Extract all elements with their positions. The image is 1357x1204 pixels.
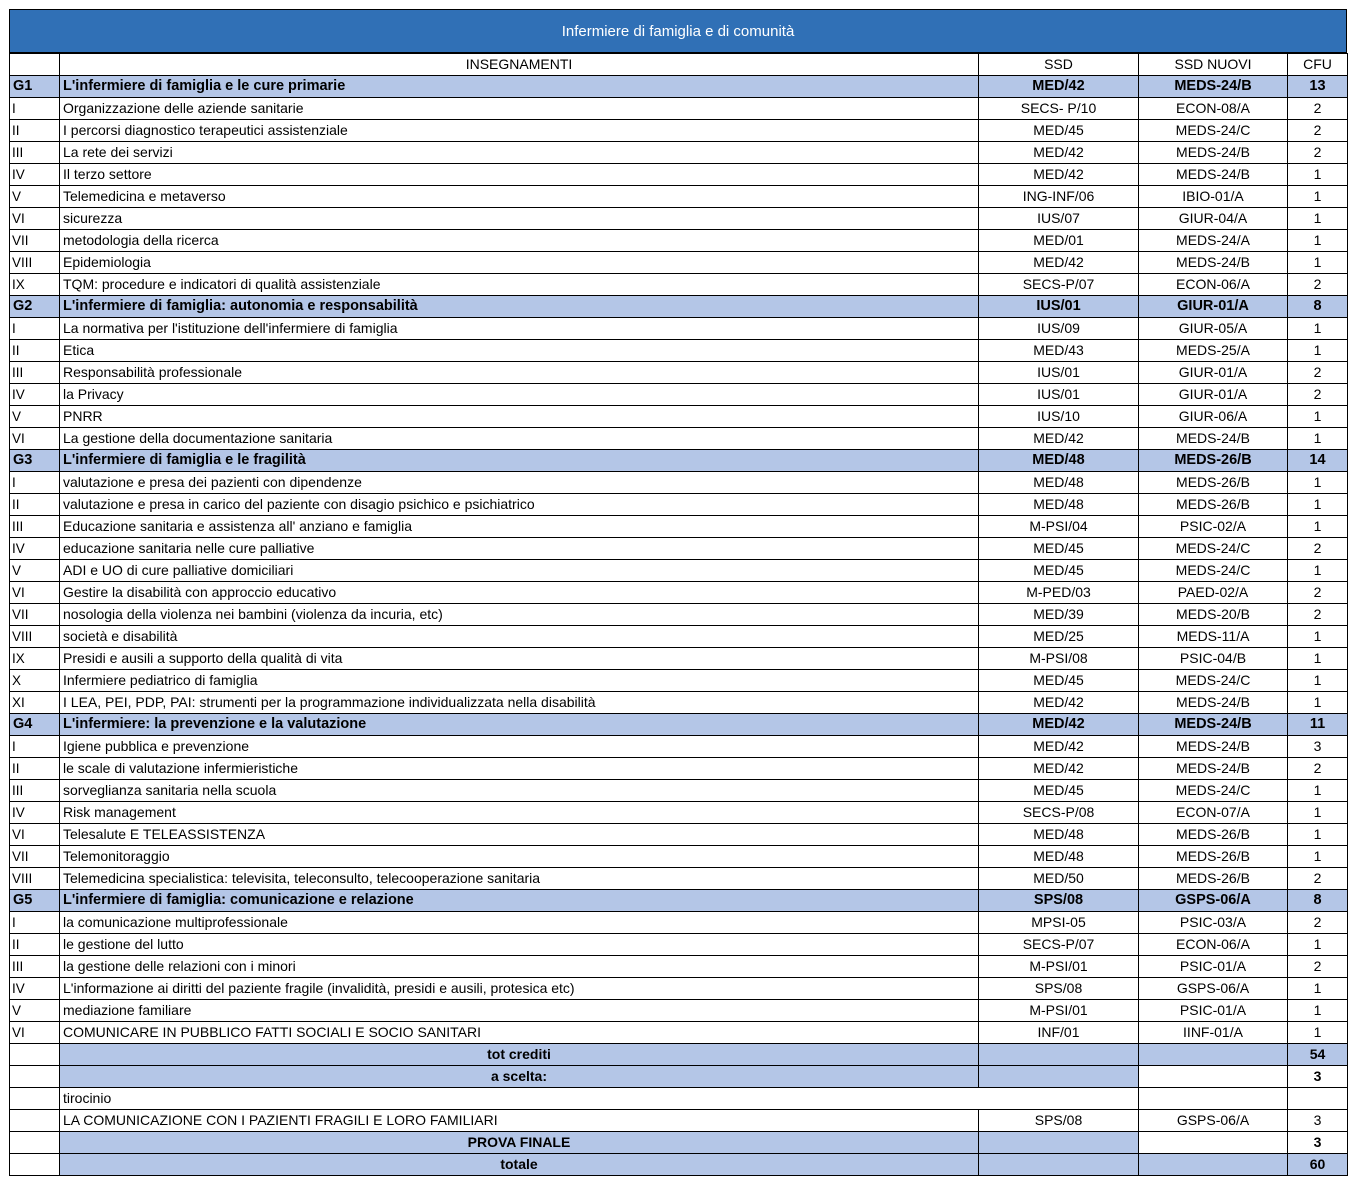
course-row xyxy=(10,428,1348,450)
row-cfu: 1 xyxy=(1288,978,1348,1000)
course-row xyxy=(10,516,1348,538)
row-code: G1 xyxy=(10,76,60,98)
totale-row xyxy=(10,1154,1348,1176)
course-row xyxy=(10,978,1348,1000)
row-ssd-new: MEDS-24/C xyxy=(1139,538,1288,560)
row-name: sicurezza xyxy=(60,208,979,230)
row-cfu: 2 xyxy=(1288,758,1348,780)
row-cfu: 1 xyxy=(1288,670,1348,692)
row-ssd-new: MEDS-24/C xyxy=(1139,560,1288,582)
row-code: III xyxy=(10,780,60,802)
row-ssd-new: MEDS-24/B xyxy=(1139,164,1288,186)
row-cfu: 1 xyxy=(1288,472,1348,494)
row-name: Telemonitoraggio xyxy=(60,846,979,868)
row-code: VI xyxy=(10,1022,60,1044)
header-row xyxy=(10,54,1348,76)
course-row xyxy=(10,252,1348,274)
row-ssd-new: GIUR-05/A xyxy=(1139,318,1288,340)
row-cfu: 1 xyxy=(1288,428,1348,450)
tot-crediti-row xyxy=(10,1044,1348,1066)
row-cfu: 1 xyxy=(1288,230,1348,252)
row-ssd-new: MEDS-24/C xyxy=(1139,670,1288,692)
row-code: VII xyxy=(10,604,60,626)
row-ssd: SPS/08 xyxy=(979,978,1139,1000)
header-ssd-nuovi: SSD NUOVI xyxy=(1139,54,1288,76)
row-code: VI xyxy=(10,208,60,230)
row-code: V xyxy=(10,406,60,428)
row-code: X xyxy=(10,670,60,692)
row-name: L'infermiere di famiglia: comunicazione e relazione xyxy=(60,890,979,912)
row-ssd: MED/45 xyxy=(979,560,1139,582)
course-row xyxy=(10,230,1348,252)
row-ssd-new: MEDS-26/B xyxy=(1139,494,1288,516)
row-ssd-new: MEDS-26/B xyxy=(1139,868,1288,890)
row-ssd: MED/42 xyxy=(979,252,1139,274)
row-name: Organizzazione delle aziende sanitarie xyxy=(60,98,979,120)
row-ssd: IUS/10 xyxy=(979,406,1139,428)
row-code: I xyxy=(10,98,60,120)
row-ssd: SECS-P/07 xyxy=(979,934,1139,956)
row-name: La gestione della documentazione sanitaria xyxy=(60,428,979,450)
row-code: VI xyxy=(10,582,60,604)
course-row xyxy=(10,692,1348,714)
course-row xyxy=(10,824,1348,846)
course-row xyxy=(10,956,1348,978)
tirocinio-cfu: 3 xyxy=(1288,1110,1348,1132)
row-ssd-new: GIUR-01/A xyxy=(1139,384,1288,406)
a-scelta-row xyxy=(10,1066,1348,1088)
row-cfu: 1 xyxy=(1288,934,1348,956)
row-ssd-new: MEDS-24/B xyxy=(1139,692,1288,714)
row-code: VIII xyxy=(10,868,60,890)
row-cfu: 2 xyxy=(1288,362,1348,384)
row-code: III xyxy=(10,956,60,978)
row-name: la gestione delle relazioni con i minori xyxy=(60,956,979,978)
row-cfu: 1 xyxy=(1288,846,1348,868)
row-ssd: MED/48 xyxy=(979,824,1139,846)
row-ssd-new: PSIC-01/A xyxy=(1139,956,1288,978)
header-code xyxy=(10,54,60,76)
row-code: IV xyxy=(10,384,60,406)
course-row xyxy=(10,780,1348,802)
course-row xyxy=(10,758,1348,780)
tirocinio-course-name: LA COMUNICAZIONE CON I PAZIENTI FRAGILI E LORO FAMILIARI xyxy=(60,1110,979,1132)
row-cfu: 1 xyxy=(1288,208,1348,230)
row-ssd: MED/01 xyxy=(979,230,1139,252)
row-name: mediazione familiare xyxy=(60,1000,979,1022)
row-ssd: SECS-P/07 xyxy=(979,274,1139,296)
row-ssd-new: PSIC-01/A xyxy=(1139,1000,1288,1022)
group-row xyxy=(10,450,1348,472)
row-code: I xyxy=(10,318,60,340)
row-code: IV xyxy=(10,538,60,560)
tirocinio-ssd-new: GSPS-06/A xyxy=(1139,1110,1288,1132)
course-row xyxy=(10,736,1348,758)
row-ssd-new: MEDS-24/B xyxy=(1139,252,1288,274)
course-row xyxy=(10,1000,1348,1022)
row-ssd: MED/42 xyxy=(979,164,1139,186)
course-row xyxy=(10,604,1348,626)
row-ssd-new: IBIO-01/A xyxy=(1139,186,1288,208)
course-row xyxy=(10,318,1348,340)
course-row xyxy=(10,560,1348,582)
row-ssd: MPSI-05 xyxy=(979,912,1139,934)
row-ssd-new: GSPS-06/A xyxy=(1139,978,1288,1000)
row-ssd-new: MEDS-24/B xyxy=(1139,142,1288,164)
row-ssd-new: ECON-06/A xyxy=(1139,934,1288,956)
row-name: Igiene pubblica e prevenzione xyxy=(60,736,979,758)
row-ssd-new: PSIC-03/A xyxy=(1139,912,1288,934)
row-name: la Privacy xyxy=(60,384,979,406)
row-code: II xyxy=(10,340,60,362)
row-ssd: MED/42 xyxy=(979,76,1139,98)
row-name: Presidi e ausili a supporto della qualità di vita xyxy=(60,648,979,670)
row-ssd-new: GIUR-01/A xyxy=(1139,296,1288,318)
row-ssd: M-PED/03 xyxy=(979,582,1139,604)
a-scelta-label: a scelta: xyxy=(60,1066,979,1088)
totale-label: totale xyxy=(60,1154,979,1176)
row-cfu: 1 xyxy=(1288,318,1348,340)
row-cfu: 14 xyxy=(1288,450,1348,472)
course-row xyxy=(10,274,1348,296)
course-row xyxy=(10,340,1348,362)
row-cfu: 2 xyxy=(1288,912,1348,934)
row-code: G2 xyxy=(10,296,60,318)
totale-value: 60 xyxy=(1288,1154,1348,1176)
header-cfu: CFU xyxy=(1288,54,1348,76)
row-ssd-new: ECON-07/A xyxy=(1139,802,1288,824)
row-cfu: 2 xyxy=(1288,384,1348,406)
row-ssd-new: MEDS-26/B xyxy=(1139,824,1288,846)
row-cfu: 1 xyxy=(1288,780,1348,802)
row-ssd-new: PAED-02/A xyxy=(1139,582,1288,604)
row-ssd: MED/42 xyxy=(979,736,1139,758)
course-row xyxy=(10,802,1348,824)
header-ssd: SSD xyxy=(979,54,1139,76)
row-code: IX xyxy=(10,274,60,296)
row-name: Etica xyxy=(60,340,979,362)
row-name: Epidemiologia xyxy=(60,252,979,274)
row-ssd: MED/45 xyxy=(979,538,1139,560)
course-row xyxy=(10,164,1348,186)
row-name: L'infermiere: la prevenzione e la valutazione xyxy=(60,714,979,736)
sheet-title: Infermiere di famiglia e di comunità xyxy=(9,9,1347,53)
row-ssd-new: GIUR-01/A xyxy=(1139,362,1288,384)
row-cfu: 1 xyxy=(1288,692,1348,714)
row-code: II xyxy=(10,758,60,780)
group-row xyxy=(10,76,1348,98)
row-name: COMUNICARE IN PUBBLICO FATTI SOCIALI E SOCIO SANITARI xyxy=(60,1022,979,1044)
row-code: III xyxy=(10,362,60,384)
row-code: II xyxy=(10,934,60,956)
row-cfu: 1 xyxy=(1288,1022,1348,1044)
row-cfu: 1 xyxy=(1288,186,1348,208)
row-ssd-new: MEDS-24/B xyxy=(1139,758,1288,780)
row-code: XI xyxy=(10,692,60,714)
row-code: I xyxy=(10,736,60,758)
row-ssd: IUS/01 xyxy=(979,384,1139,406)
row-ssd: SECS- P/10 xyxy=(979,98,1139,120)
course-row xyxy=(10,1022,1348,1044)
prova-finale-row xyxy=(10,1132,1348,1154)
row-cfu: 2 xyxy=(1288,120,1348,142)
row-code: VI xyxy=(10,824,60,846)
row-code: VIII xyxy=(10,252,60,274)
row-ssd: MED/25 xyxy=(979,626,1139,648)
row-ssd: MED/42 xyxy=(979,142,1139,164)
row-ssd: MED/45 xyxy=(979,780,1139,802)
row-name: La rete dei servizi xyxy=(60,142,979,164)
course-row xyxy=(10,406,1348,428)
curriculum-sheet xyxy=(9,9,1347,1176)
row-ssd-new: GIUR-04/A xyxy=(1139,208,1288,230)
row-ssd: M-PSI/01 xyxy=(979,956,1139,978)
row-name: PNRR xyxy=(60,406,979,428)
row-name: L'infermiere di famiglia e le fragilità xyxy=(60,450,979,472)
row-name: società e disabilità xyxy=(60,626,979,648)
row-name: I percorsi diagnostico terapeutici assistenziale xyxy=(60,120,979,142)
row-ssd: MED/42 xyxy=(979,758,1139,780)
row-cfu: 1 xyxy=(1288,560,1348,582)
row-ssd: IUS/01 xyxy=(979,362,1139,384)
row-ssd-new: GSPS-06/A xyxy=(1139,890,1288,912)
row-cfu: 2 xyxy=(1288,956,1348,978)
row-ssd-new: PSIC-02/A xyxy=(1139,516,1288,538)
header-insegnamenti: INSEGNAMENTI xyxy=(60,54,979,76)
row-ssd-new: MEDS-24/B xyxy=(1139,714,1288,736)
row-name: Il terzo settore xyxy=(60,164,979,186)
group-row xyxy=(10,296,1348,318)
row-code: IV xyxy=(10,802,60,824)
row-ssd: MED/48 xyxy=(979,450,1139,472)
tirocinio-label: tirocinio xyxy=(60,1088,1139,1110)
row-cfu: 1 xyxy=(1288,824,1348,846)
row-name: I LEA, PEI, PDP, PAI: strumenti per la programmazione individualizzata nella disabilità xyxy=(60,692,979,714)
row-ssd-new: PSIC-04/B xyxy=(1139,648,1288,670)
course-row xyxy=(10,538,1348,560)
row-name: Educazione sanitaria e assistenza all' anziano e famiglia xyxy=(60,516,979,538)
row-code: VII xyxy=(10,230,60,252)
row-ssd: MED/42 xyxy=(979,428,1139,450)
row-cfu: 1 xyxy=(1288,340,1348,362)
course-row xyxy=(10,494,1348,516)
course-row xyxy=(10,582,1348,604)
row-cfu: 1 xyxy=(1288,1000,1348,1022)
prova-finale-label: PROVA FINALE xyxy=(60,1132,979,1154)
row-ssd-new: GIUR-06/A xyxy=(1139,406,1288,428)
row-code: II xyxy=(10,120,60,142)
course-row xyxy=(10,670,1348,692)
row-name: nosologia della violenza nei bambini (violenza da incuria, etc) xyxy=(60,604,979,626)
tirocinio-ssd: SPS/08 xyxy=(979,1110,1139,1132)
row-code: IV xyxy=(10,978,60,1000)
row-cfu: 2 xyxy=(1288,142,1348,164)
course-row xyxy=(10,626,1348,648)
row-ssd: MED/42 xyxy=(979,714,1139,736)
row-ssd-new: MEDS-24/C xyxy=(1139,780,1288,802)
row-code: II xyxy=(10,494,60,516)
course-row xyxy=(10,846,1348,868)
row-cfu: 2 xyxy=(1288,582,1348,604)
tirocinio-course-row xyxy=(10,1110,1348,1132)
row-ssd-new: MEDS-24/A xyxy=(1139,230,1288,252)
row-code: IX xyxy=(10,648,60,670)
tirocinio-row xyxy=(10,1088,1348,1110)
row-name: le scale di valutazione infermieristiche xyxy=(60,758,979,780)
row-ssd-new: ECON-06/A xyxy=(1139,274,1288,296)
row-ssd-new: MEDS-26/B xyxy=(1139,450,1288,472)
row-name: valutazione e presa dei pazienti con dipendenze xyxy=(60,472,979,494)
course-row xyxy=(10,472,1348,494)
course-row xyxy=(10,912,1348,934)
course-row xyxy=(10,868,1348,890)
row-ssd-new: ECON-08/A xyxy=(1139,98,1288,120)
row-name: Telesalute E TELEASSISTENZA xyxy=(60,824,979,846)
row-cfu: 2 xyxy=(1288,274,1348,296)
row-code: I xyxy=(10,912,60,934)
row-ssd-new: MEDS-20/B xyxy=(1139,604,1288,626)
row-cfu: 11 xyxy=(1288,714,1348,736)
row-ssd: ING-INF/06 xyxy=(979,186,1139,208)
row-ssd: MED/50 xyxy=(979,868,1139,890)
row-cfu: 3 xyxy=(1288,736,1348,758)
row-ssd: MED/48 xyxy=(979,472,1139,494)
course-row xyxy=(10,934,1348,956)
row-ssd: M-PSI/04 xyxy=(979,516,1139,538)
row-ssd-new: MEDS-26/B xyxy=(1139,472,1288,494)
row-name: Telemedicina e metaverso xyxy=(60,186,979,208)
a-scelta-value: 3 xyxy=(1288,1066,1348,1088)
row-code: V xyxy=(10,560,60,582)
tot-crediti-value: 54 xyxy=(1288,1044,1348,1066)
row-cfu: 2 xyxy=(1288,868,1348,890)
row-ssd: MED/42 xyxy=(979,692,1139,714)
row-ssd: SPS/08 xyxy=(979,890,1139,912)
row-ssd: MED/48 xyxy=(979,846,1139,868)
row-cfu: 1 xyxy=(1288,164,1348,186)
row-ssd-new: MEDS-24/B xyxy=(1139,736,1288,758)
row-ssd-new: MEDS-24/C xyxy=(1139,120,1288,142)
course-row xyxy=(10,98,1348,120)
row-code: V xyxy=(10,1000,60,1022)
row-code: G4 xyxy=(10,714,60,736)
row-ssd: M-PSI/01 xyxy=(979,1000,1139,1022)
row-cfu: 2 xyxy=(1288,604,1348,626)
row-code: III xyxy=(10,516,60,538)
row-code: III xyxy=(10,142,60,164)
tot-crediti-label: tot crediti xyxy=(60,1044,979,1066)
row-ssd-new: MEDS-26/B xyxy=(1139,846,1288,868)
row-name: le gestione del lutto xyxy=(60,934,979,956)
row-name: L'infermiere di famiglia: autonomia e responsabilità xyxy=(60,296,979,318)
row-ssd: SECS-P/08 xyxy=(979,802,1139,824)
courses-table xyxy=(9,53,1348,1176)
row-name: ADI e UO di cure palliative domiciliari xyxy=(60,560,979,582)
group-row xyxy=(10,890,1348,912)
row-code: IV xyxy=(10,164,60,186)
row-name: L'informazione ai diritti del paziente fragile (invalidità, presidi e ausili, protesica etc) xyxy=(60,978,979,1000)
course-row xyxy=(10,142,1348,164)
course-row xyxy=(10,208,1348,230)
row-ssd: MED/39 xyxy=(979,604,1139,626)
row-code: VIII xyxy=(10,626,60,648)
course-row xyxy=(10,648,1348,670)
group-row xyxy=(10,714,1348,736)
row-ssd: MED/45 xyxy=(979,670,1139,692)
row-name: Risk management xyxy=(60,802,979,824)
row-ssd: MED/45 xyxy=(979,120,1139,142)
row-name: la comunicazione multiprofessionale xyxy=(60,912,979,934)
row-cfu: 8 xyxy=(1288,296,1348,318)
row-name: valutazione e presa in carico del paziente con disagio psichico e psichiatrico xyxy=(60,494,979,516)
row-ssd: MED/43 xyxy=(979,340,1139,362)
row-name: Gestire la disabilità con approccio educativo xyxy=(60,582,979,604)
row-ssd: INF/01 xyxy=(979,1022,1139,1044)
row-ssd-new: MEDS-25/A xyxy=(1139,340,1288,362)
row-cfu: 1 xyxy=(1288,516,1348,538)
prova-finale-value: 3 xyxy=(1288,1132,1348,1154)
course-row xyxy=(10,120,1348,142)
row-ssd: IUS/01 xyxy=(979,296,1139,318)
row-name: La normativa per l'istituzione dell'infermiere di famiglia xyxy=(60,318,979,340)
row-name: L'infermiere di famiglia e le cure primarie xyxy=(60,76,979,98)
row-cfu: 1 xyxy=(1288,406,1348,428)
row-cfu: 13 xyxy=(1288,76,1348,98)
row-name: TQM: procedure e indicatori di qualità assistenziale xyxy=(60,274,979,296)
course-row xyxy=(10,186,1348,208)
row-cfu: 1 xyxy=(1288,626,1348,648)
row-cfu: 1 xyxy=(1288,252,1348,274)
row-cfu: 1 xyxy=(1288,648,1348,670)
row-code: G3 xyxy=(10,450,60,472)
row-ssd: IUS/07 xyxy=(979,208,1139,230)
row-cfu: 2 xyxy=(1288,98,1348,120)
row-code: VI xyxy=(10,428,60,450)
row-name: educazione sanitaria nelle cure palliative xyxy=(60,538,979,560)
row-ssd-new: IINF-01/A xyxy=(1139,1022,1288,1044)
row-name: Responsabilità professionale xyxy=(60,362,979,384)
course-row xyxy=(10,384,1348,406)
row-name: Infermiere pediatrico di famiglia xyxy=(60,670,979,692)
row-name: sorveglianza sanitaria nella scuola xyxy=(60,780,979,802)
row-ssd-new: MEDS-11/A xyxy=(1139,626,1288,648)
row-cfu: 1 xyxy=(1288,802,1348,824)
row-code: V xyxy=(10,186,60,208)
course-row xyxy=(10,362,1348,384)
row-ssd-new: MEDS-24/B xyxy=(1139,428,1288,450)
row-ssd: M-PSI/08 xyxy=(979,648,1139,670)
row-ssd-new: MEDS-24/B xyxy=(1139,76,1288,98)
row-ssd: IUS/09 xyxy=(979,318,1139,340)
row-name: Telemedicina specialistica: televisita, teleconsulto, telecooperazione sanitaria xyxy=(60,868,979,890)
row-code: I xyxy=(10,472,60,494)
row-name: metodologia della ricerca xyxy=(60,230,979,252)
row-cfu: 8 xyxy=(1288,890,1348,912)
row-cfu: 2 xyxy=(1288,538,1348,560)
row-code: G5 xyxy=(10,890,60,912)
row-ssd: MED/48 xyxy=(979,494,1139,516)
row-code: VII xyxy=(10,846,60,868)
row-cfu: 1 xyxy=(1288,494,1348,516)
